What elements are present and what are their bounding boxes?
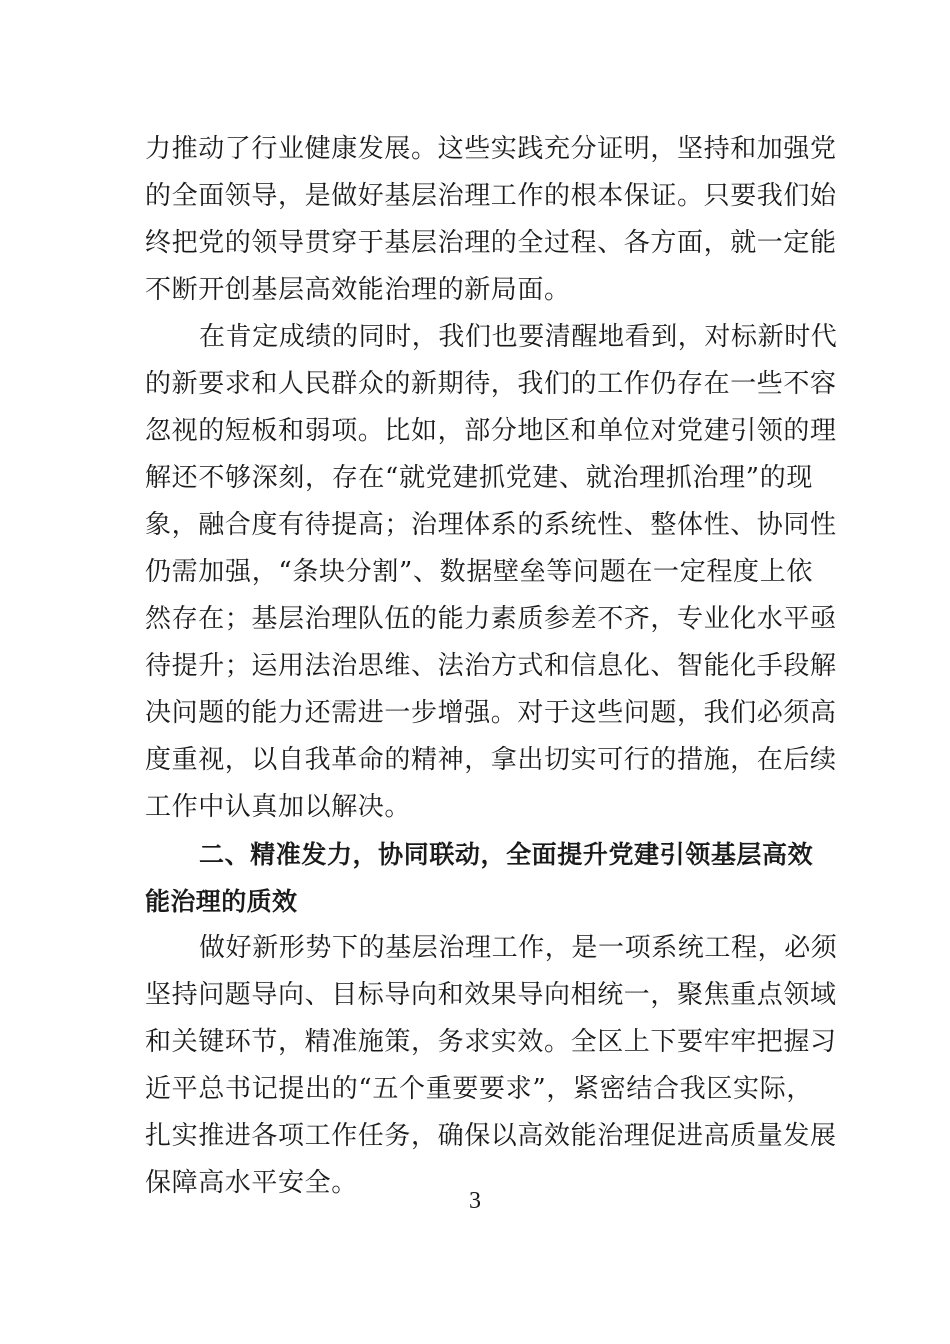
section-heading-line: 二、精准发力，协同联动，全面提升党建引领基层高效 <box>199 840 813 869</box>
paragraph-line: 近平总书记提出的“五个重要要求”，紧密结合我区实际， <box>145 1074 813 1104</box>
paragraph-line: 决问题的能力还需进一步增强。对于这些问题，我们必须高 <box>145 698 837 728</box>
paragraph-line: 的新要求和人民群众的新期待，我们的工作仍存在一些不容 <box>145 369 837 399</box>
paragraph-line: 度重视，以自我革命的精神，拿出切实可行的措施，在后续 <box>145 745 837 775</box>
section-heading-line: 能治理的质效 <box>145 887 298 916</box>
paragraph-line: 和关键环节，精准施策，务求实效。全区上下要牢牢把握习 <box>145 1027 837 1057</box>
paragraph-line: 仍需加强，“条块分割”、数据壁垒等问题在一定程度上依 <box>145 557 813 587</box>
paragraph-line: 终把党的领导贯穿于基层治理的全过程、各方面，就一定能 <box>145 228 837 258</box>
paragraph-line: 力推动了行业健康发展。这些实践充分证明，坚持和加强党 <box>145 134 837 164</box>
paragraph-line: 做好新形势下的基层治理工作，是一项系统工程，必须 <box>199 933 838 963</box>
body-text <box>145 126 838 1207</box>
page-number: 3 <box>469 1188 481 1214</box>
paragraph-line: 保障高水平安全。 <box>145 1168 358 1198</box>
paragraph-line: 在肯定成绩的同时，我们也要清醒地看到，对标新时代 <box>199 322 838 352</box>
paragraph-line: 扎实推进各项工作任务，确保以高效能治理促进高质量发展 <box>145 1121 837 1151</box>
paragraph-line: 坚持问题导向、目标导向和效果导向相统一，聚焦重点领域 <box>145 980 837 1010</box>
paragraph-line: 待提升；运用法治思维、法治方式和信息化、智能化手段解 <box>145 651 837 681</box>
paragraph-line: 工作中认真加以解决。 <box>145 792 412 822</box>
paragraph-line: 然存在；基层治理队伍的能力素质参差不齐，专业化水平亟 <box>145 604 837 634</box>
paragraph-line: 象，融合度有待提高；治理体系的系统性、整体性、协同性 <box>145 510 837 540</box>
paragraph-line: 的全面领导，是做好基层治理工作的根本保证。只要我们始 <box>145 181 837 211</box>
paragraph-line: 忽视的短板和弱项。比如，部分地区和单位对党建引领的理 <box>145 416 837 446</box>
paragraph-line: 解还不够深刻，存在“就党建抓党建、就治理抓治理”的现 <box>145 463 813 493</box>
paragraph-line: 不断开创基层高效能治理的新局面。 <box>145 275 571 305</box>
